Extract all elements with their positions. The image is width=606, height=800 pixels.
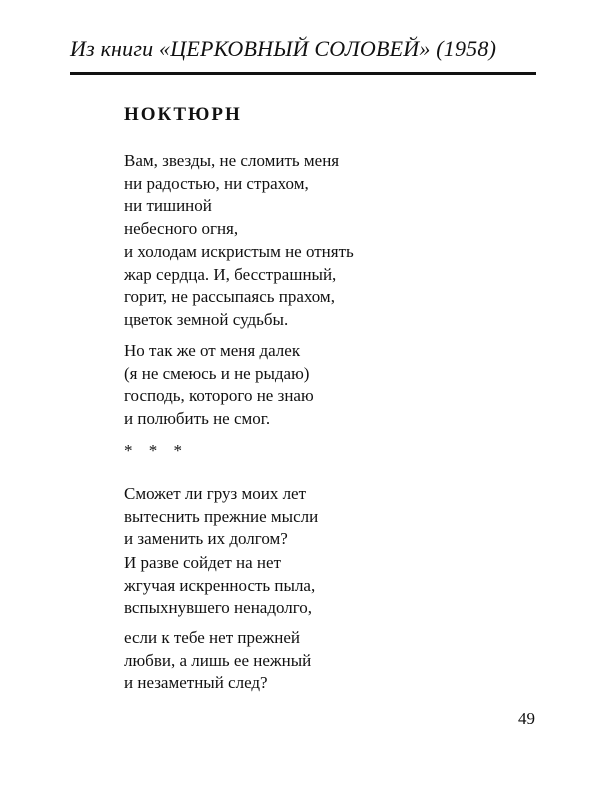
running-header: Из книги «ЦЕРКОВНЫЙ СОЛОВЕЙ» (1958) — [70, 36, 497, 61]
poem-line: и незаметный след? — [124, 673, 268, 692]
stanza-1 — [124, 150, 339, 240]
poem-line: и заменить их долгом? — [124, 529, 288, 548]
poem-line: если к тебе нет прежней — [124, 628, 301, 647]
poem-line: вытеснить прежние мысли — [124, 506, 319, 526]
poem-line: Вам, звезды, не сломить меня — [124, 151, 340, 170]
stanza-4 — [124, 483, 318, 551]
poem-line: горит, не рассыпаясь прахом, — [124, 287, 335, 306]
poem-line: жгучая искренность пыла, — [124, 575, 316, 595]
poem-title: НОКТЮРН — [124, 104, 242, 125]
poem-line: цветок земной судьбы. — [124, 309, 289, 329]
stanza-6 — [124, 627, 311, 695]
poem-line: ни радостью, ни страхом, — [124, 173, 309, 193]
poem-line: ни тишиной — [124, 196, 212, 215]
header-rule — [70, 72, 536, 75]
poem-line: и полюбить не смог. — [124, 408, 271, 428]
stanza-3 — [124, 340, 314, 430]
page-number: 49 — [518, 709, 535, 728]
poem-line: любви, а лишь ее нежный — [124, 650, 312, 670]
poem-line: (я не смеюсь и не рыдаю) — [124, 363, 310, 383]
poem-line: небесного огня, — [124, 218, 239, 238]
poem-line: жар сердца. И, бесстрашный, — [124, 264, 337, 284]
stanza-2 — [124, 241, 354, 331]
stanza-5 — [124, 552, 315, 620]
poem-line: вспыхнувшего ненадолго, — [124, 598, 313, 617]
poem-line: И разве сойдет на нет — [124, 553, 281, 572]
poem-line: Но так же от меня далек — [124, 341, 301, 360]
poem-line: Сможет ли груз моих лет — [124, 484, 307, 503]
poem-line: и холодам искристым не отнять — [124, 242, 354, 261]
asterism-separator: * * * — [124, 441, 188, 460]
poem-line: господь, которого не знаю — [124, 386, 314, 405]
